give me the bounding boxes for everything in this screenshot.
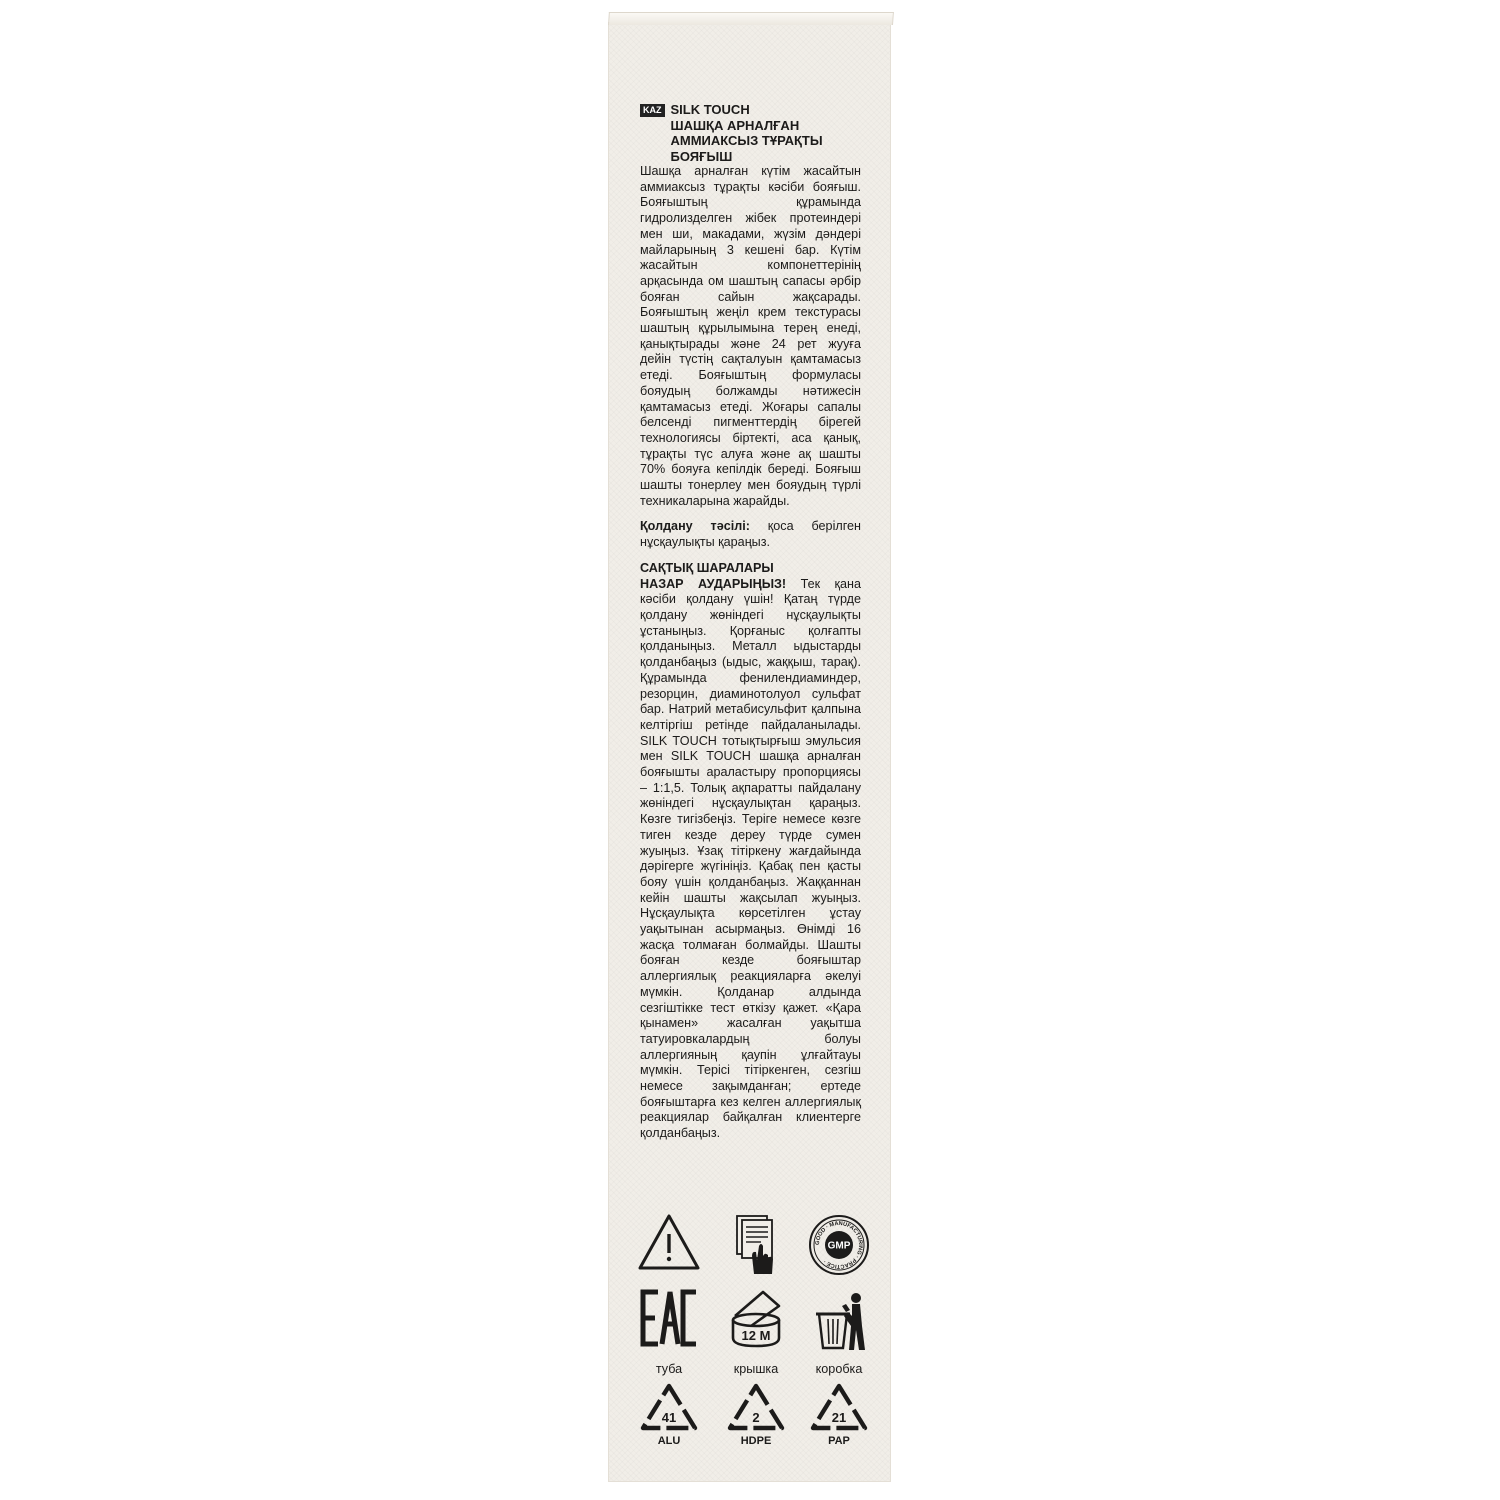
label-text-block bbox=[640, 102, 861, 1142]
precautions-heading: САҚТЫҚ ШАРАЛАРЫ bbox=[640, 560, 774, 575]
warning-triangle-icon bbox=[634, 1210, 704, 1280]
recycling-symbol-icon bbox=[804, 1380, 874, 1450]
recycling-symbol-icon bbox=[721, 1380, 791, 1450]
title-line: БОЯҒЫШ bbox=[670, 148, 733, 164]
recycling-material: PAP bbox=[828, 1435, 850, 1447]
recycling-material: HDPE bbox=[740, 1435, 772, 1447]
recycling-material: ALU bbox=[657, 1435, 681, 1447]
language-badge: KAZ bbox=[640, 104, 665, 117]
recycling-row bbox=[608, 1380, 891, 1450]
recycling-symbol-icon bbox=[634, 1380, 704, 1450]
recycling-number: 41 bbox=[661, 1410, 677, 1425]
read-manual-icon bbox=[721, 1210, 791, 1280]
recycling-label: туба bbox=[655, 1362, 683, 1376]
title-row bbox=[640, 102, 861, 164]
precautions-body: қолдану үшін! Қатаң түрде қолдану жөніндегі нұсқаулықты ұстаныңыз. Қорғаныс қолғапты қолданыңыз. Металл ыдыстарды қолданбаңыз (ыдыс, жаққыш, тарақ). Құрамында фенилендиаминдер, резорцин, диаминотолуол сульфат бар. Натрий метабисульфит қалпына келтіргіш ретінде пайдаланылады. SILK TOUCH тотықтырғыш эмульсия мен SILK TOUCH шашқа арналған бояғышты араластыру пропорциясы – 1:1,5. Толық ақпаратты пайдалану жөніндегі нұсқаулықтан қараңыз. Көзге тигізбеңіз. Теріге немесе көзге тиген кезде дереу түрде сумен жуыңыз. Ұзақ тітіркену жағдайында дәрігерге жүгініңіз. Қабақ пен қасты бояу үшін қолданбаңыз. Жаққаннан кейін шашты жақсылап жуыңыз. Нұсқаулықта көрсетілген ұстау уақытынан асырмаңыз. Өнімді 16 жасқа толмаған болмайды. Шашты бояған кезде бояғыштар аллергиялық реакцияларға әкелуі мүмкін. Қолданар алдында сезгіштікке тест өткізу қажет. «Қара қынамен» жасалған уақытша татуировкалардың болуы аллергияның қаупін ұлғайтауы мүмкін. Терісі тітіркенген, сезгіш немесе зақымданған; ертеде бояғыштарға кез келген аллергиялық реакциялар байқалған клиентерге қолданбаңыз. bbox=[640, 592, 862, 1141]
recycling-label: крышка bbox=[733, 1362, 779, 1376]
dispose-in-bin-icon bbox=[804, 1286, 874, 1356]
symbols-row-2 bbox=[608, 1286, 891, 1356]
attention-tail: Тек қана кәсіби bbox=[640, 576, 861, 607]
recycling-label: коробка bbox=[815, 1362, 863, 1376]
package-side-panel bbox=[608, 22, 891, 1482]
usage-label: Қолдану тәсілі: bbox=[640, 519, 750, 534]
recycling-number: 21 bbox=[831, 1410, 847, 1425]
gmp-ring-text: GOOD · MANUFACTURING · PRACTICE · bbox=[814, 1220, 864, 1270]
eac-mark-icon bbox=[634, 1286, 704, 1356]
usage-text: қоса берілген нұсқаулықты қараңыз. bbox=[640, 519, 861, 550]
attention-label: НАЗАР АУДАРЫҢЫЗ! bbox=[640, 576, 787, 591]
box-top-flap bbox=[608, 12, 894, 25]
product-title bbox=[671, 102, 823, 164]
product-description: Шашқа арналған күтім жасайтын аммиаксыз тұрақты кәсіби бояғыш. Бояғыштың құрамында гидролизделген жібек протеиндері мен ши, макадами, жүзім дәндері майларының 3 кешені бар. Күтім жасайтын компонеттерінің арқасында ом шаштың сапасы әрбір бояған сайын жақсарады. Бояғыштың жеңіл крем текстурасы шаштың құрылымына терең енеді, қанықтырады және 24 рет жууға дейін түстің сақталуын қамтамасыз етеді. Бояғыштың формуласы бояудың болжамды нәтижесін қамтамасыз етеді. Жоғары сапалы белсенді пигменттердің бірегей технологиясы біртекті, аса қанық, тұрақты түс алуға және ақ шашты 70% бояуға кепілдік береді. Бояғыш шашты тонерлеу мен бояудың түрлі техникаларына жарайды. bbox=[640, 164, 861, 508]
pao-text: 12 M bbox=[741, 1328, 771, 1343]
gmp-text: GMP bbox=[827, 1240, 851, 1252]
usage-instructions bbox=[640, 519, 861, 550]
title-line: ШАШҚА АРНАЛҒАН bbox=[670, 117, 800, 133]
title-line: АММИАКСЫЗ ТҰРАҚТЫ bbox=[670, 133, 823, 148]
symbols-row-1 bbox=[608, 1210, 891, 1280]
title-line: SILK TOUCH bbox=[670, 102, 750, 117]
precautions-text bbox=[640, 577, 861, 1142]
recycling-number: 2 bbox=[752, 1410, 760, 1425]
gmp-seal-icon bbox=[804, 1210, 874, 1280]
pao-jar-icon bbox=[721, 1286, 791, 1356]
